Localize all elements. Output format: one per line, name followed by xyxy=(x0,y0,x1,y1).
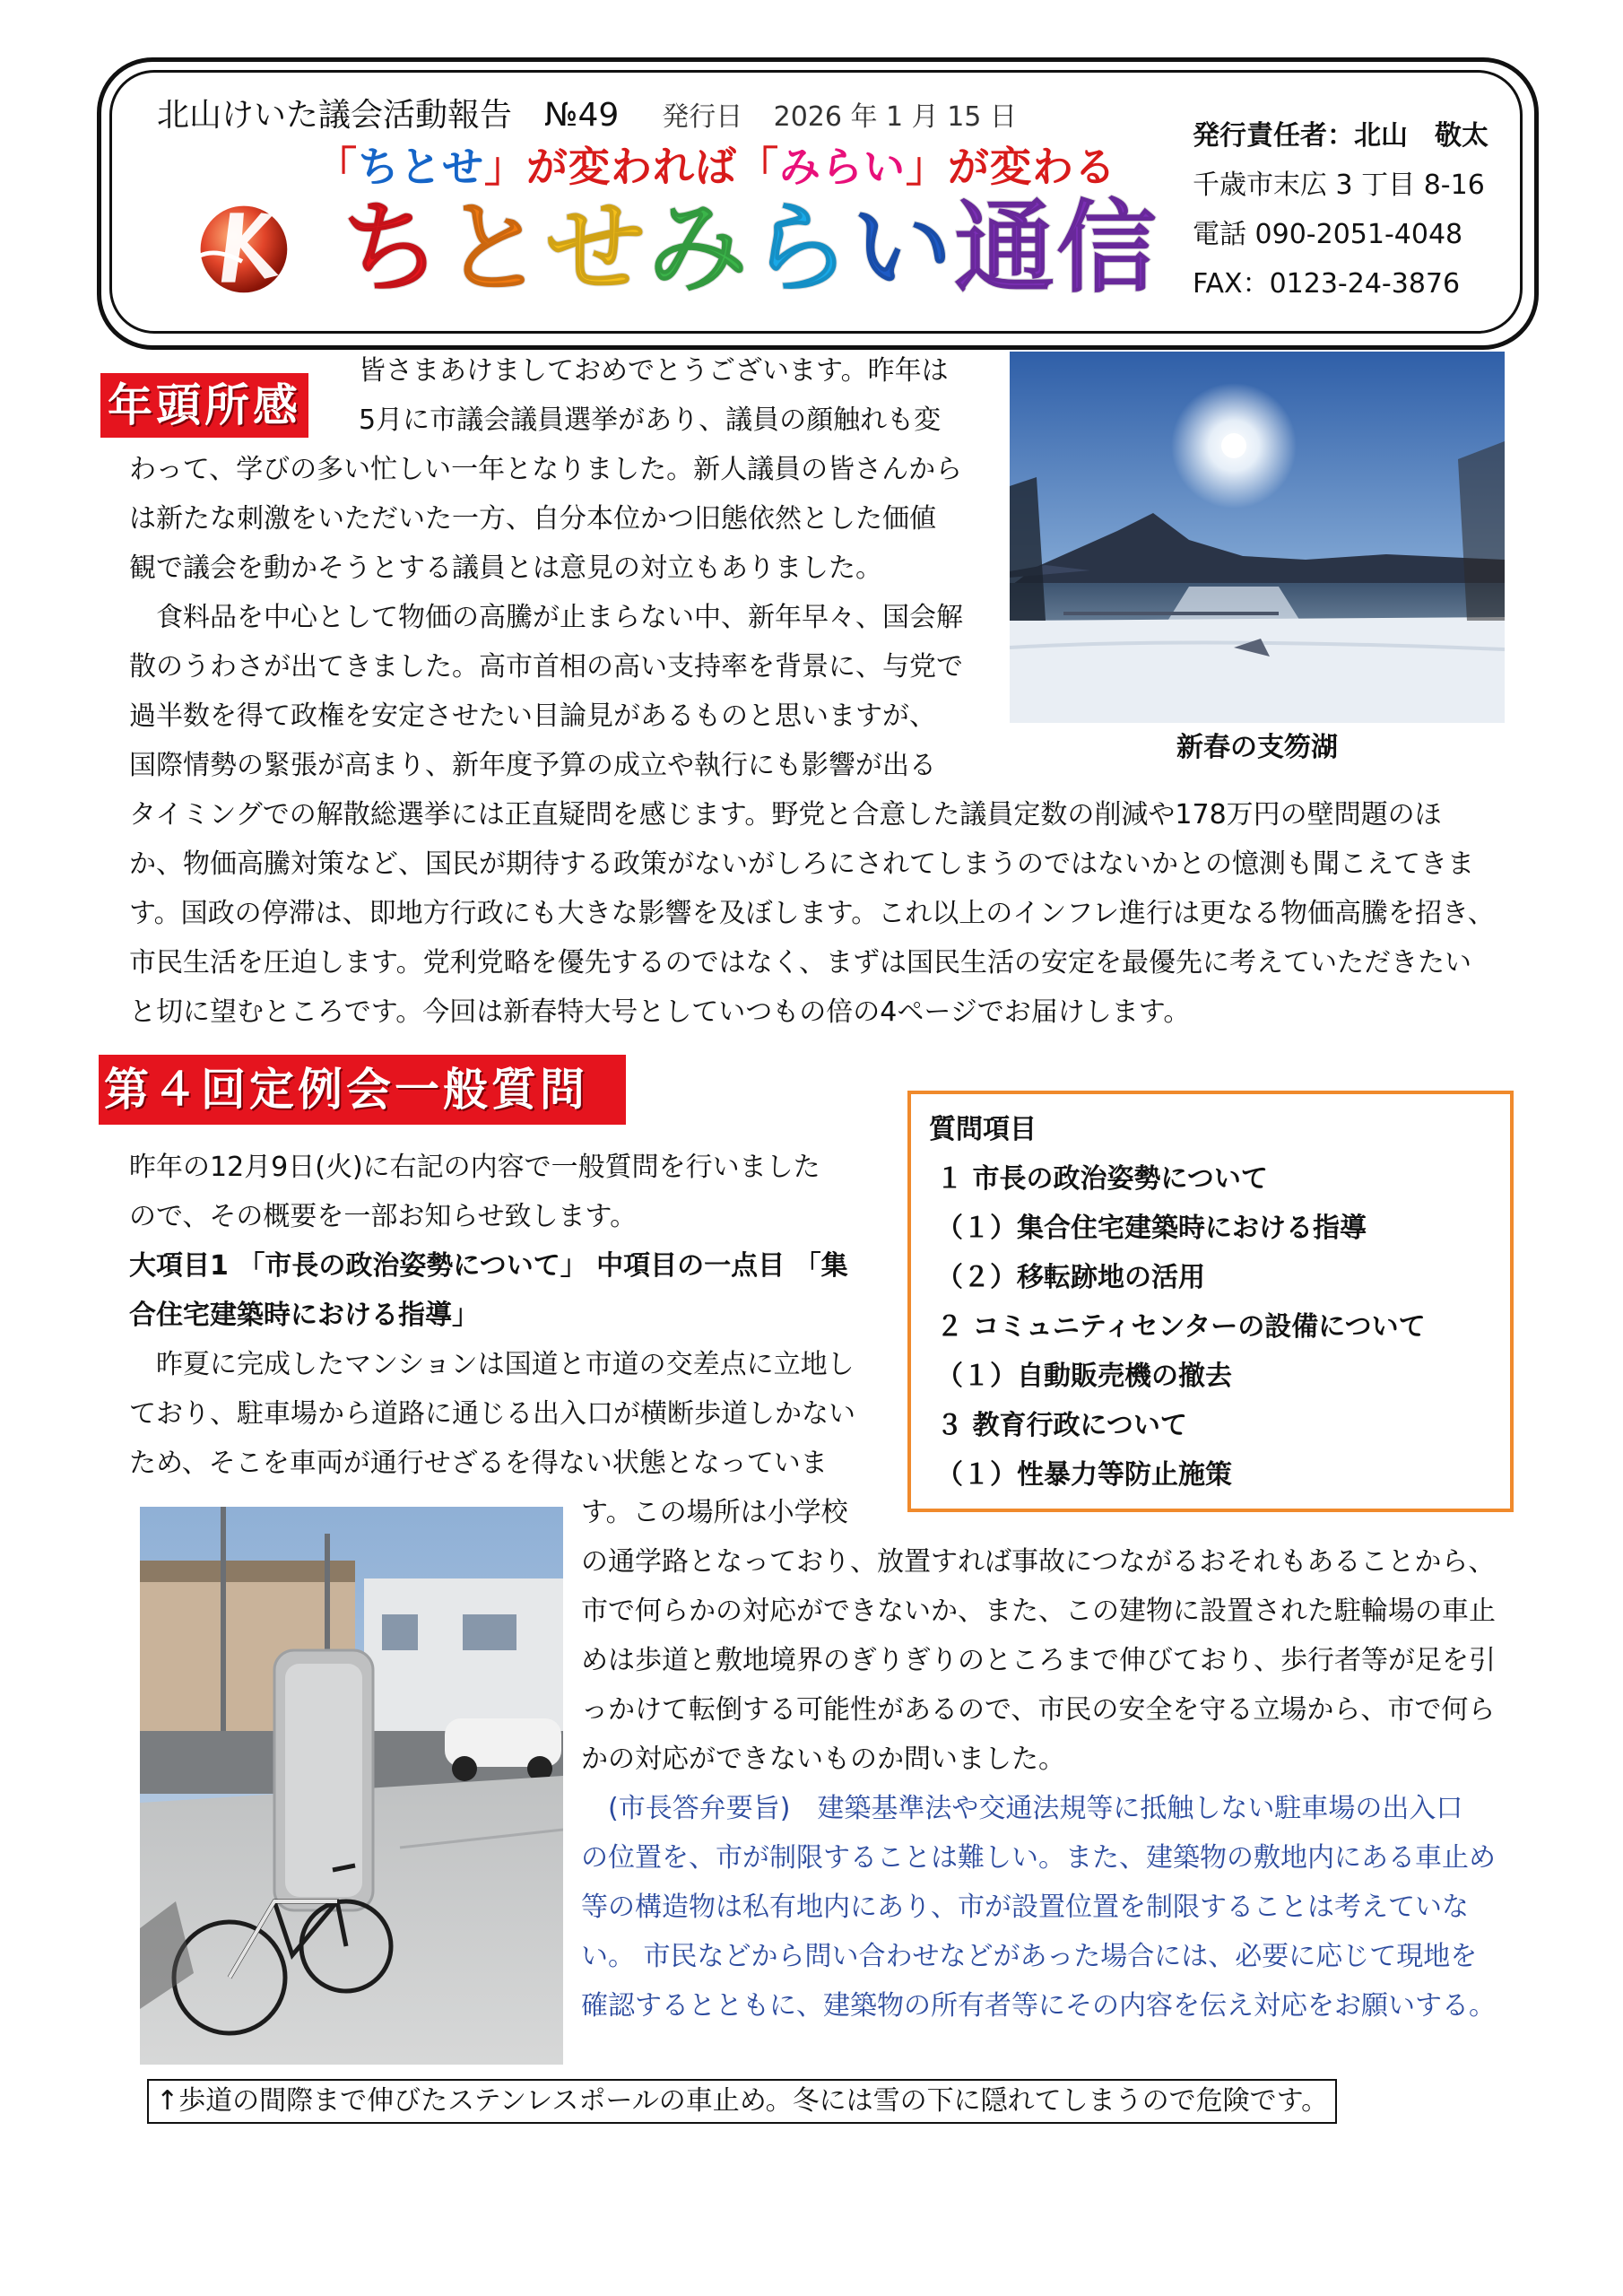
masthead-char: 信 xyxy=(1056,190,1159,307)
greeting-line: 国際情勢の緊張が高まり、新年度予算の成立や執行にも影響が出る xyxy=(129,750,936,781)
question-body-line: 市で何らかの対応ができないか、また、この建物に設置された駐輪場の車止 xyxy=(581,1596,1496,1627)
question-items-box xyxy=(907,1091,1514,1512)
greeting-line: 散のうわさが出てきました。高市首相の高い支持率を背景に、与党で xyxy=(129,651,963,683)
masthead-char: い xyxy=(852,190,954,307)
greeting-line: は新たな刺激をいただいた一方、自分本位かつ旧態依然とした価値 xyxy=(129,503,936,535)
answer-line: (市長答弁要旨) 建築基準法や交通法規等に抵触しない駐車場の出入口 xyxy=(581,1793,1463,1824)
bicycle-parking-photo xyxy=(140,1507,563,2065)
intro-line: ので、その概要を一部お知らせ致します。 xyxy=(129,1201,638,1232)
masthead-char: と xyxy=(443,190,545,307)
answer-line: の位置を、市が制限することは難しい。また、建築物の敷地内にある車止め xyxy=(581,1842,1496,1874)
slogan-word-chitose: ちとせ xyxy=(358,143,484,191)
question-heading-line: 合住宅建築時における指導」 xyxy=(129,1300,479,1331)
bicycle-photo-caption: ↑歩道の間際まで伸びたステンレスポールの車止め。冬には雪の下に隠れてしまうので危険です。 xyxy=(147,2079,1337,2124)
question-item: （１）自動販売機の撤去 xyxy=(936,1361,1232,1392)
greeting-line: 食料品を中心として物価の高騰が止まらない中、新年早々、国会解 xyxy=(129,602,963,633)
header-line xyxy=(157,90,1017,135)
question-item: （２）移転跡地の活用 xyxy=(936,1262,1205,1293)
question-box-title: 質問項目 xyxy=(929,1114,1037,1145)
answer-line: い。 市民などから問い合わせなどがあった場合には、必要に応じて現地を xyxy=(581,1941,1478,1972)
greeting-line: か、物価高騰対策など、国民が期待する政策がないがしろにされてしまうのではないかとの憶測も聞こえてきま xyxy=(129,848,1474,880)
question-body-line: かの対応ができないものか問いました。 xyxy=(581,1744,1065,1775)
question-body-line: す。この場所は小学校 xyxy=(581,1497,848,1528)
greeting-line: わって、学びの多い忙しい一年となりました。新人議員の皆さんから xyxy=(129,454,963,485)
answer-line: 等の構造物は私有地内にあり、市が設置位置を制限することは考えていな xyxy=(581,1892,1469,1923)
publisher-name: ：北山 敬太 xyxy=(1327,120,1488,152)
section-label-greeting: 年頭所感 xyxy=(100,373,308,438)
greeting-line: 過半数を得て政権を安定させたい目論見があるものと思いますが、 xyxy=(129,700,936,732)
slogan: 「ちとせ」が変われば「みらい」が変わる xyxy=(316,143,1116,191)
publisher-info xyxy=(1193,111,1488,309)
greeting-line: 市民生活を圧迫します。党利党略を優先するのではなく、まずは国民生活の安定を最優先に考えていただきたい xyxy=(129,947,1471,978)
question-item: ３ 教育行政について xyxy=(936,1410,1187,1441)
masthead-char: ち xyxy=(341,190,443,307)
publisher-fax: FAX：0123-24-3876 xyxy=(1193,268,1461,300)
logo-icon xyxy=(190,196,294,300)
greeting-line: す。国政の停滞は、即地方行政にも大きな影響を及ぼします。これ以上のインフレ進行は更なる物価高騰を招き、 xyxy=(129,898,1495,929)
greeting-line: と切に望むところです。今回は新春特大号としていつもの倍の4ページでお届けします。 xyxy=(129,996,1191,1028)
report-title: 北山けいた議会活動報告 xyxy=(157,97,513,134)
question-item: １ 市長の政治姿勢について xyxy=(936,1163,1268,1195)
masthead-char: ら xyxy=(750,190,852,307)
greeting-line: 皆さまあけましておめでとうございます。昨年は xyxy=(359,355,949,387)
question-body-line: の通学路となっており、放置すれば事故につながるおそれもあることから、 xyxy=(581,1546,1496,1578)
question-item: ２ コミュニティセンターの設備について xyxy=(936,1311,1426,1343)
answer-line: 確認するとともに、建築物の所有者等にその内容を伝え対応をお願いする。 xyxy=(581,1990,1496,2022)
intro-line: 昨年の12月9日(火)に右記の内容で一般質問を行いました xyxy=(129,1152,820,1183)
masthead-title xyxy=(341,188,1159,309)
masthead-char: せ xyxy=(545,190,647,307)
date-label: 発行日 xyxy=(662,101,743,133)
lake-photo xyxy=(1010,352,1505,723)
question-body-line: ており、駐車場から道路に通じる出入口が横断歩道しかない xyxy=(129,1398,855,1430)
section-label-question: 第４回定例会一般質問 xyxy=(99,1055,626,1125)
question-body-line: めは歩道と敷地境界のぎりぎりのところまで伸びており、歩行者等が足を引 xyxy=(581,1645,1496,1676)
question-body-line: ため、そこを車両が通行せざるを得ない状態となっていま xyxy=(129,1448,828,1479)
publisher-label: 発行責任者 xyxy=(1193,120,1327,152)
slogan-word-mirai: みらい xyxy=(779,143,906,191)
masthead-char: み xyxy=(647,190,750,307)
greeting-line: タイミングでの解散総選挙には正直疑問を感じます。野党と合意した議員定数の削減や178万円の壁問題のほ xyxy=(129,799,1442,831)
publisher-phone: 電話 090-2051-4048 xyxy=(1193,219,1463,250)
question-heading-line: 大項目1 「市長の政治姿勢について」 中項目の一点目 「集 xyxy=(129,1250,848,1282)
question-body-line: 昨夏に完成したマンションは国道と市道の交差点に立地し xyxy=(129,1349,855,1380)
question-item: （１）性暴力等防止施策 xyxy=(936,1459,1232,1491)
publisher-address: 千歳市末広 3 丁目 8-16 xyxy=(1193,170,1485,201)
issue-number: №49 xyxy=(544,97,620,134)
question-item: （１）集合住宅建築時における指導 xyxy=(936,1213,1367,1244)
issue-date: 2026 年 1 月 15 日 xyxy=(773,101,1017,133)
greeting-line: 観で議会を動かそうとする議員とは意見の対立もありました。 xyxy=(129,552,882,584)
lake-photo-caption: 新春の支笏湖 xyxy=(1176,732,1338,763)
masthead-char: 通 xyxy=(954,190,1056,307)
greeting-line: 5月に市議会議員選挙があり、議員の顔触れも変 xyxy=(359,404,942,436)
question-body-line: っかけて転倒する可能性があるので、市民の安全を守る立場から、市で何ら xyxy=(581,1694,1496,1726)
